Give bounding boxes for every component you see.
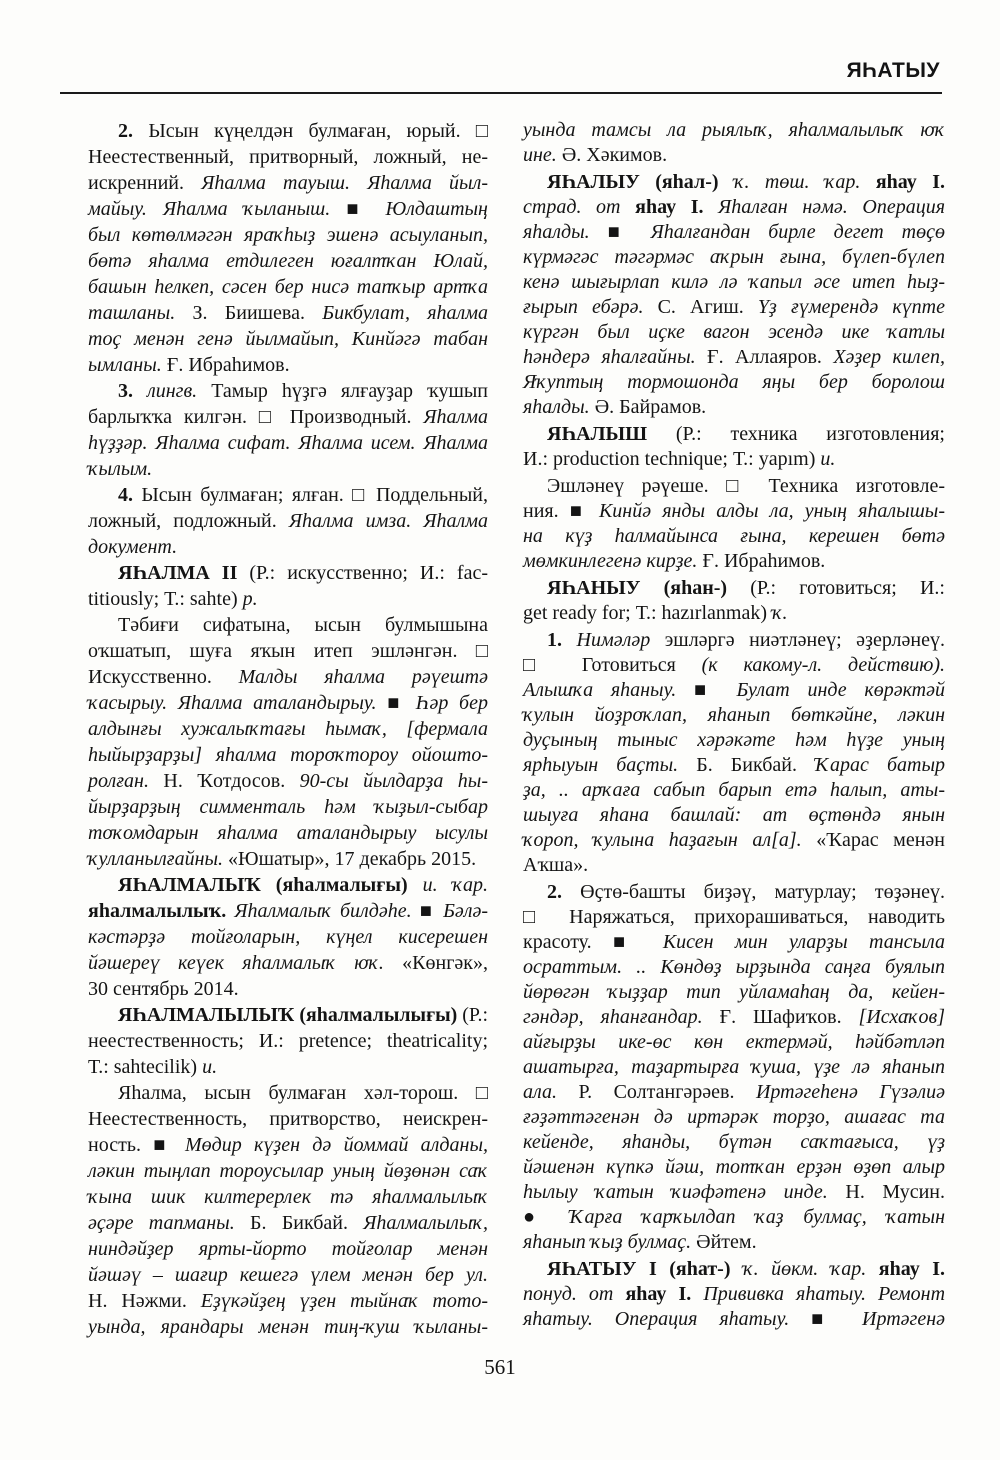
text-run: Н. Нәжми.: [88, 1290, 201, 1312]
dictionary-paragraph: [523, 880, 945, 1255]
text-run: «Көнгәк»,: [402, 952, 488, 974]
italic-text-run: ҙа, .. арҡаға сабып барып етә һалып, аты-: [523, 779, 945, 801]
italic-text-run: ғәҙәттәгенән дә иртәрәк торҙо, ашағас та: [523, 1106, 945, 1128]
italic-text-run: ҡулын йоҙроҡлап, яһанып бөткәйне, ләкин: [523, 704, 945, 726]
text-run: Ә. Байрамов.: [594, 396, 707, 418]
italic-text-run: Прививка яһатыу. Ремонт: [703, 1283, 946, 1305]
text-line: [523, 170, 945, 195]
italic-text-run: йәшенән күпкә йәш, тотҡан ерҙән өҙөп алыр: [523, 1156, 945, 1178]
text-run: [621, 196, 636, 218]
italic-text-run: Яһалмалылыҡ,: [363, 1212, 488, 1234]
right-column: [523, 118, 945, 1332]
italic-text-run: ҡ. төш. ҡар.: [733, 171, 861, 193]
text-run: [860, 171, 875, 193]
text-run: «Ҡарас менән: [816, 829, 945, 851]
text-run: [691, 1283, 703, 1305]
text-run: Ғ. Аллаяров.: [707, 346, 834, 368]
text-line: [88, 1132, 488, 1158]
text-run: ●: [523, 1206, 570, 1228]
italic-text-run: (к какому-л. действию).: [701, 654, 946, 676]
text-line: [88, 1236, 488, 1262]
text-run: Эшләнеү рәүеше. □ Техника изготовле-: [547, 475, 945, 497]
italic-text-run: [Исхаҡов]: [858, 1006, 945, 1028]
text-line: [88, 1314, 488, 1340]
text-run: Т.: sahtecilik): [88, 1056, 203, 1078]
italic-text-run: Юлдаштың: [385, 198, 488, 220]
text-line: [523, 499, 945, 524]
italic-text-run: тоҫ менән генә йылмайып, Кинйәгә табан: [88, 328, 488, 350]
text-run: оҡшатып, шуға яҡын итеп эшләнгән. □: [88, 640, 488, 662]
text-line: [88, 560, 488, 586]
italic-text-run: һәндерә яһалғайны.: [523, 346, 708, 368]
text-line: [88, 898, 488, 924]
text-line: [523, 474, 945, 499]
text-line: [88, 846, 488, 872]
bold-text-run: яһау I.: [878, 1258, 946, 1280]
text-line: [88, 976, 488, 1002]
text-run: Неестественность, притворство, неискрен-: [88, 1108, 488, 1130]
text-line: [523, 955, 945, 980]
text-line: [88, 352, 488, 378]
header-rule: [60, 92, 942, 94]
text-line: [523, 678, 945, 703]
italic-text-run: йырҙарҙың симменталь һәм ҡыҙыл-сыбар: [88, 796, 488, 818]
text-line: [523, 295, 945, 320]
text-line: [523, 653, 945, 678]
bold-text-run: ЯҺАЛМАЛЫЛЫҠ (яһалмалылығы): [117, 1004, 458, 1026]
italic-text-run: ролған.: [88, 770, 164, 792]
text-run: ■: [387, 692, 416, 714]
text-run: □ Готовиться: [523, 654, 702, 676]
text-line: [88, 482, 488, 508]
dictionary-paragraph: [523, 1257, 945, 1332]
text-run: Неестественный, притворный, ложный, не-: [88, 146, 488, 168]
italic-text-run: Ҡарас батыр: [815, 754, 945, 776]
italic-text-run: ҡылым.: [88, 458, 153, 480]
text-line: [88, 430, 488, 456]
italic-text-run: күргән был иҫке вагон эсендә ике ҡатлы: [523, 321, 945, 343]
bold-text-run: ЯҺАЛМАЛЫҠ (яһалмалығы): [118, 874, 408, 896]
text-line: [88, 664, 488, 690]
text-line: [88, 274, 488, 300]
italic-text-run: уында, ярандары менән тиң-ҡуш ҡыланы-: [88, 1316, 488, 1338]
dictionary-paragraph: [523, 170, 945, 420]
italic-text-run: Һәр бер: [415, 692, 488, 714]
text-run: [703, 196, 718, 218]
text-run: «Юшатыр», 17 декабрь 2015.: [228, 848, 477, 870]
italic-text-run: страд. от: [523, 196, 621, 218]
italic-text-run: осраттым. .. Көндөҙ ырҙында саңға буялып: [523, 956, 945, 978]
text-line: [88, 196, 488, 222]
bold-text-run: яһалмалылыҡ.: [88, 900, 235, 922]
text-line: [523, 345, 945, 370]
italic-text-run: уында тамсы ла рыялыҡ, яһалмалылыҡ юҡ: [523, 119, 945, 141]
bold-text-run: яһау I.: [625, 1283, 692, 1305]
italic-text-run: ҡулланылғайны.: [88, 848, 229, 870]
bold-text-run: ЯҺАЛМА II: [118, 562, 238, 584]
text-line: [88, 1028, 488, 1054]
text-line: [523, 1130, 945, 1155]
text-line: [88, 612, 488, 638]
bold-text-run: 2.: [547, 881, 562, 903]
text-line: [88, 404, 488, 430]
text-line: [523, 370, 945, 395]
italic-text-run: айғырҙы ике-өс көн ектермәй, һәйбәтләп: [523, 1031, 945, 1053]
text-line: [523, 703, 945, 728]
text-line: [523, 220, 945, 245]
italic-text-run: Бикбулат, яһалма: [322, 302, 489, 324]
text-line: [88, 1002, 486, 1028]
text-run: С. Агиш.: [657, 296, 758, 318]
italic-text-run: документ.: [88, 536, 178, 558]
italic-text-run: һыйырҙарҙы] яһалма тороҡтороу ойошто-: [88, 744, 488, 766]
text-line: [523, 628, 945, 653]
italic-text-run: ярһыуын баҫты.: [523, 754, 697, 776]
text-run: (Р.: техника изготовления;: [647, 423, 945, 445]
bold-text-run: 4.: [118, 484, 133, 506]
text-run: Н. Ҡотдосов.: [163, 770, 300, 792]
italic-text-run: Яһалғандан бирле дегет төҫө: [650, 221, 945, 243]
text-line: [523, 980, 945, 1005]
text-line: [88, 690, 488, 716]
text-line: [88, 1210, 488, 1236]
italic-text-run: лингв.: [147, 380, 198, 402]
text-line: [88, 716, 488, 742]
text-line: [523, 930, 945, 955]
italic-text-run: Яһалма: [423, 406, 488, 428]
italic-text-run: Мөдир күҙен дә йоммай алданы,: [184, 1134, 488, 1156]
text-line: [88, 820, 488, 846]
text-line: [523, 422, 945, 447]
text-line: [88, 794, 488, 820]
italic-text-run: һүҙҙәр. Яһалма сифат. Яһалма исем. Яһалма: [88, 432, 488, 454]
text-line: [88, 248, 488, 274]
text-line: [88, 638, 488, 664]
italic-text-run: Ҡарға ҡарҡылдап ҡаҙ булмаҫ, ҡатын: [569, 1206, 945, 1228]
italic-text-run: кәстәрҙә тойғоларын, күңел кисерешен: [88, 926, 488, 948]
text-line: [88, 1158, 488, 1184]
text-line: [88, 872, 488, 898]
text-run: (Р.: искусственно; И.: fac-: [237, 562, 489, 584]
italic-text-run: Яһалмалыҡ билдәһе.: [234, 900, 420, 922]
text-run: ■: [607, 221, 651, 243]
text-run: неестественность; И.: pretence; theatricality;: [88, 1030, 488, 1052]
text-line: [88, 1054, 488, 1080]
dictionary-paragraph: [523, 474, 945, 574]
text-line: [523, 1055, 945, 1080]
italic-text-run: Булат инде көрәктәй: [736, 679, 945, 701]
italic-text-run: шыуға яһана башлай: ат өҫтөндә янын: [523, 804, 945, 826]
text-run: ■: [419, 900, 444, 922]
text-line: [523, 1155, 945, 1180]
text-line: [523, 320, 945, 345]
bold-text-run: яһау I.: [635, 196, 704, 218]
text-run: [133, 380, 147, 402]
text-run: [866, 1258, 879, 1280]
bold-text-run: ЯҺАЛЫУ (яһал-): [547, 171, 719, 193]
text-line: [523, 576, 945, 601]
text-line: [523, 853, 945, 878]
italic-text-run: и.: [820, 448, 836, 470]
italic-text-run: йөрөгән ҡыҙҙар тип уйламаһаң да, кейен-: [523, 981, 945, 1003]
text-line: [523, 524, 945, 549]
italic-text-run: ашатырға, таҙартырға ҡуша, үҙе лә яһанып: [523, 1056, 945, 1078]
text-run: Н. Мусин.: [845, 1181, 945, 1203]
text-line: [88, 300, 488, 326]
dictionary-paragraph: [523, 576, 945, 626]
text-line: [88, 170, 488, 196]
text-run: Ысын күңелдән булмаған, юрый. □: [133, 120, 488, 142]
running-head: ЯҺАТЫУ: [846, 59, 940, 82]
italic-text-run: Яҡуптың тормошонда яңы бер боролош: [523, 371, 945, 393]
italic-text-run: Яһалған нәмә. Операция: [718, 196, 946, 218]
text-line: [523, 447, 945, 472]
text-line: [88, 508, 488, 534]
italic-text-run: мөмкинлегенә кирҙе.: [523, 550, 703, 572]
text-run: Ғ. Шафиҡов.: [719, 1006, 859, 1028]
text-run: Искусственно.: [88, 666, 239, 688]
italic-text-run: Кинйә янды алды ла, уның яһалышы-: [599, 500, 945, 522]
text-line: [523, 778, 945, 803]
dictionary-paragraph: [523, 628, 945, 878]
italic-text-run: майыу. Яһалма ҡыланыш.: [88, 198, 347, 220]
italic-text-run: Алышҡа яһаныу.: [523, 679, 694, 701]
italic-text-run: Нимәләр: [576, 629, 651, 651]
bold-text-run: 1.: [547, 629, 562, 651]
text-line: [88, 1184, 488, 1210]
text-run: [719, 171, 734, 193]
text-line: [523, 245, 945, 270]
text-line: [523, 828, 945, 853]
text-run: Өҫтө-башты биҙәү, матурлау; төҙәнеү.: [562, 881, 945, 903]
text-run: И.: production technique; Т.: yapım): [523, 448, 821, 470]
text-line: [88, 586, 488, 612]
italic-text-run: алдынғы хужалыҡтағы һымаҡ, [фермала: [88, 718, 488, 740]
text-run: Р. Солтангәрәев.: [578, 1081, 756, 1103]
italic-text-run: Яһалма имза. Яһалма: [288, 510, 489, 532]
italic-text-run: ғырып ебәрә.: [523, 296, 658, 318]
italic-text-run: ҡ. йөкм. ҡар.: [743, 1258, 867, 1280]
bold-text-run: яһау I.: [875, 171, 945, 193]
text-run: titiously; Т.: sahte): [88, 588, 243, 610]
text-run: Б. Бикбай.: [696, 754, 816, 776]
bold-text-run: ЯҺАЛЫШ: [547, 423, 648, 445]
italic-text-run: Малды яһалма рәүештә: [238, 666, 488, 688]
text-run: ■: [346, 198, 386, 220]
italic-text-run: Яһалма тауыш. Яһалма йыл-: [201, 172, 488, 194]
text-line: [523, 1030, 945, 1055]
text-line: [523, 195, 945, 220]
italic-text-run: Еҙүкәйҙең үҙен тыйнаҡ тото-: [200, 1290, 488, 1312]
italic-text-run: Хәҙер килеп,: [833, 346, 945, 368]
bold-text-run: 2.: [118, 120, 133, 142]
italic-text-run: Бәлә-: [443, 900, 489, 922]
dictionary-paragraph: [88, 482, 488, 560]
italic-text-run: Кисен мин уларҙы тансыла: [662, 931, 946, 953]
text-line: [88, 1080, 488, 1106]
text-run: Яһалма, ысын булмаған хәл-торош. □: [118, 1082, 488, 1104]
text-line: [523, 1230, 945, 1255]
text-line: [523, 753, 945, 778]
text-line: [523, 601, 945, 626]
italic-text-run: был көтөлмәгән яраҡһыҙ эшенә асыуланып,: [88, 224, 488, 246]
text-line: [523, 803, 945, 828]
italic-text-run: ҡасырыу. Яһалма аталандырыу.: [88, 692, 388, 714]
text-run: (Р.: готовиться; И.:: [727, 577, 945, 599]
text-run: искренний.: [88, 172, 202, 194]
text-line: [523, 118, 945, 143]
italic-text-run: и.: [202, 1056, 218, 1078]
text-run: ность. ■: [88, 1134, 185, 1156]
text-run: эшләргә ниәтләнеү; әҙерләнеү.: [650, 629, 945, 651]
text-line: [88, 742, 488, 768]
text-line: [88, 378, 488, 404]
text-line: [523, 270, 945, 295]
text-line: [523, 905, 945, 930]
text-run: get ready for; Т.: hazırlanmak): [523, 602, 772, 624]
italic-text-run: кенә шығырлап килә лә ҡапыл әсе итеп һыҙ-: [523, 271, 945, 293]
text-line: [523, 1005, 945, 1030]
text-line: [88, 118, 488, 144]
text-run: Б. Бикбай.: [250, 1212, 364, 1234]
italic-text-run: күрмәгәс тәгәрмәс аҡрын ғына, бүлеп-бүлеп: [523, 246, 945, 268]
text-run: Тәбиғи сифатына, ысын булмышына: [118, 614, 488, 636]
italic-text-run: Үҙ ғүмерендә күпте: [757, 296, 946, 318]
text-line: [88, 222, 488, 248]
text-line: [88, 950, 488, 976]
text-run: Ғ. Ибраһимов.: [702, 550, 826, 572]
text-line: [523, 143, 945, 168]
italic-text-run: яһалды.: [523, 396, 595, 418]
text-line: [523, 1080, 945, 1105]
text-run: Ғ. Ибраһимов.: [166, 354, 290, 376]
text-run: Ысын булмаған; ялған. □ Поддельный,: [133, 484, 488, 506]
italic-text-run: ымланы.: [88, 354, 167, 376]
text-line: [523, 880, 945, 905]
italic-text-run: Иртәгеһенә Гүзәлиә: [755, 1081, 945, 1103]
italic-text-run: яһалды.: [523, 221, 608, 243]
italic-text-run: яһанып ҡыҙ булмаҫ.: [523, 1231, 697, 1253]
dictionary-paragraph: [88, 560, 488, 612]
italic-text-run: ҡ.: [772, 602, 788, 624]
text-line: [523, 1205, 945, 1230]
italic-text-run: понуд. от: [523, 1283, 614, 1305]
text-line: [523, 728, 945, 753]
italic-text-run: 90-сы йылдарҙа һы-: [299, 770, 488, 792]
italic-text-run: ине.: [523, 144, 562, 166]
italic-text-run: ала.: [523, 1081, 579, 1103]
dictionary-paragraph: [88, 612, 488, 872]
italic-text-run: и. ҡар.: [422, 874, 489, 896]
text-line: [88, 1262, 488, 1288]
italic-text-run: р.: [242, 588, 258, 610]
italic-text-run: ҡороп, ҡулына һаҙағын ал[а].: [523, 829, 817, 851]
text-run: красоту. ■: [523, 931, 663, 953]
italic-text-run: на күҙ һалмайынса ғына, керешен бөтә: [523, 525, 945, 547]
text-line: [523, 549, 945, 574]
text-run: [731, 1258, 744, 1280]
italic-text-run: ҡына шик килтерерлек тә яһалмалылыҡ: [88, 1186, 488, 1208]
text-run: З. Биишева.: [192, 302, 323, 324]
italic-text-run: дуҫының тыныс хәрәкәте һәм һүҙе уның: [523, 729, 945, 751]
text-line: [88, 326, 488, 352]
italic-text-run: бөтә яһалма етдилеген юғалтҡан Юлай,: [88, 250, 488, 272]
page-number: 561: [484, 1355, 516, 1379]
bold-text-run: ЯҺАТЫУ I (яһат-): [547, 1258, 731, 1280]
text-line: [523, 1180, 945, 1205]
italic-text-run: башын һелкеп, сәсен бер нисә тапҡыр артҡа: [88, 276, 488, 298]
text-line: [88, 1288, 488, 1314]
text-line: [523, 1257, 945, 1282]
dictionary-paragraph: [88, 378, 488, 482]
italic-text-run: яһатыу. Операция яһатыу.: [523, 1308, 812, 1330]
text-line: [88, 924, 488, 950]
italic-text-run: ниндәйҙер ярты-йорто тойғолар менән: [88, 1238, 488, 1260]
text-run: □ Наряжаться, прихорашиваться, наводить: [523, 906, 945, 928]
text-run: (Р.:: [457, 1004, 488, 1026]
text-run: 30 сентябрь 2014.: [88, 978, 239, 1000]
italic-text-run: ләкин тыңлап тороусылар уның йөҙөнән саҡ: [88, 1160, 488, 1182]
text-run: барлыҡҡа килгән. □ Производный.: [88, 406, 424, 428]
text-line: [523, 1105, 945, 1130]
dictionary-paragraph: [523, 118, 945, 168]
text-line: [88, 768, 488, 794]
text-line: [523, 395, 945, 420]
dictionary-paragraph: [523, 422, 945, 472]
italic-text-run: йәшәү – шағир кешегә үлем менән бер ул.: [88, 1264, 488, 1286]
dictionary-paragraph: [88, 872, 488, 1002]
text-run: [562, 629, 577, 651]
text-run: Тамыр һүҙгә ялғауҙар ҡушып: [197, 380, 488, 402]
text-line: [523, 1282, 945, 1307]
italic-text-run: йәшереү кеүек яһалмалыҡ юҡ.: [88, 952, 403, 974]
text-line: [88, 534, 488, 560]
italic-text-run: һылыу ҡатын ҡиәфәтенә инде.: [523, 1181, 846, 1203]
text-run: Әйтем.: [696, 1231, 757, 1253]
text-run: Аҡша».: [523, 854, 589, 876]
text-run: ■: [811, 1308, 863, 1330]
text-run: [613, 1283, 625, 1305]
text-run: Ә. Хәкимов.: [561, 144, 668, 166]
italic-text-run: кейенде, яһанды, бүтән саҡтағыса, үҙ: [523, 1131, 945, 1153]
dictionary-paragraph: [88, 118, 488, 378]
text-run: ложный, подложный.: [88, 510, 289, 532]
bold-text-run: ЯҺАНЫУ (яһан-): [547, 577, 728, 599]
dictionary-paragraph: [88, 1002, 488, 1080]
text-line: [88, 456, 488, 482]
italic-text-run: Иртәгенә: [862, 1308, 945, 1330]
italic-text-run: әҫәре тапманы.: [88, 1212, 251, 1234]
text-run: [408, 874, 423, 896]
italic-text-run: тоҡомдарын яһалма аталандырыу ысулы: [88, 822, 488, 844]
text-run: ния. ■: [523, 500, 600, 522]
bold-text-run: 3.: [118, 380, 133, 402]
text-line: [88, 1106, 488, 1132]
text-run: ■: [693, 679, 737, 701]
dictionary-paragraph: [88, 1080, 488, 1340]
italic-text-run: ташланы.: [88, 302, 193, 324]
text-line: [88, 144, 488, 170]
italic-text-run: гәндәр, яһанғандар.: [523, 1006, 720, 1028]
left-column: [88, 118, 488, 1340]
text-line: [523, 1307, 945, 1332]
